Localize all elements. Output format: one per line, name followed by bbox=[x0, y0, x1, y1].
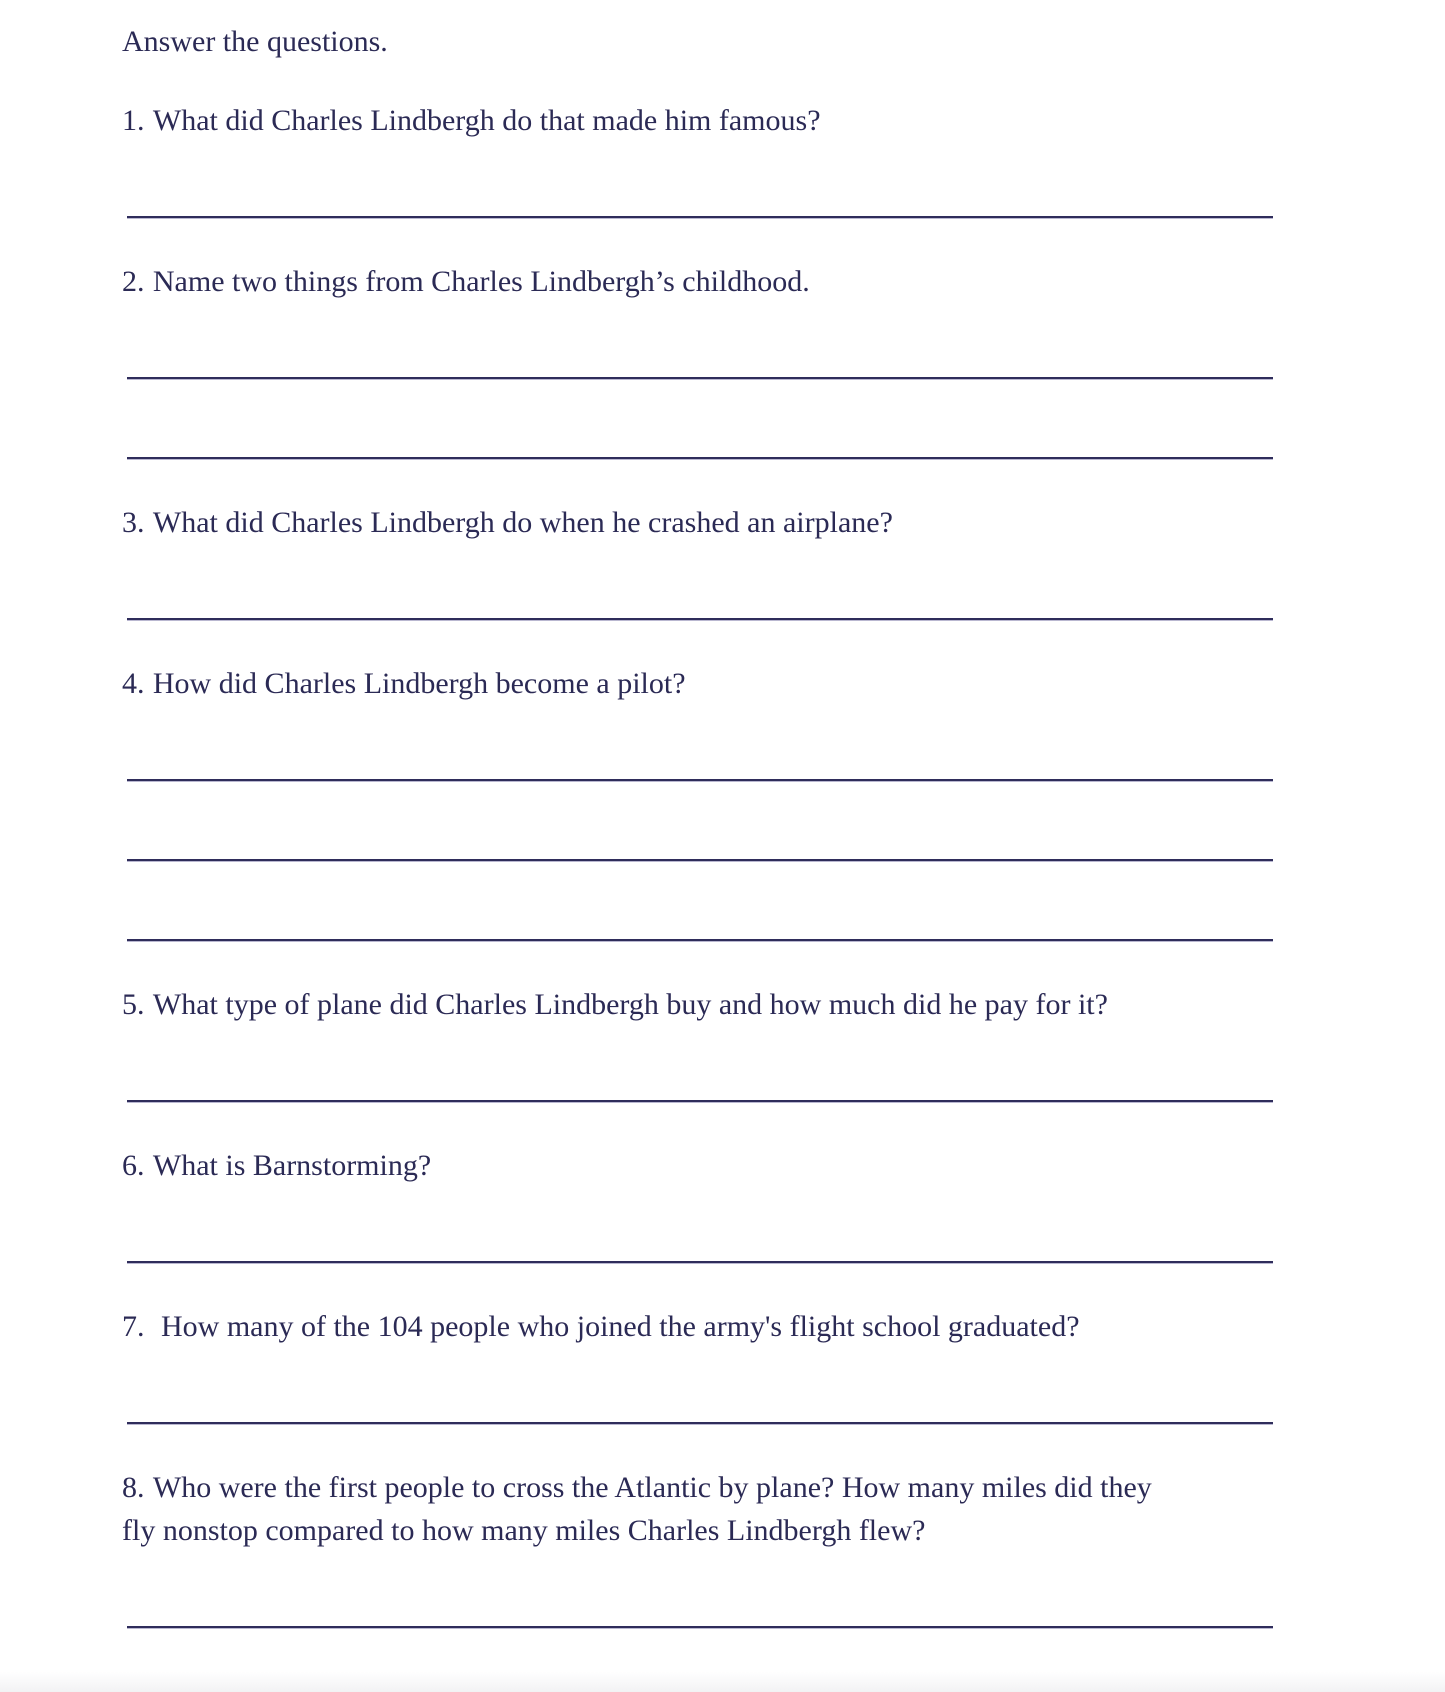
answer-blank bbox=[127, 859, 1273, 862]
question-3 bbox=[122, 501, 1305, 544]
page-bottom-edge bbox=[0, 1672, 1445, 1692]
answer-blank bbox=[127, 779, 1273, 782]
answer-blank bbox=[127, 377, 1273, 380]
question-text: How did Charles Lindbergh become a pilot? bbox=[152, 667, 686, 700]
question-text: How many of the 104 people who joined the army's flight school graduated? bbox=[161, 1310, 1080, 1343]
question-text: fly nonstop compared to how many miles Charles Lindbergh flew? bbox=[122, 1514, 926, 1547]
question-text: What is Barnstorming? bbox=[152, 1149, 432, 1182]
answer-blank bbox=[127, 939, 1273, 942]
answer-blank bbox=[127, 1261, 1273, 1264]
question-5 bbox=[122, 983, 1305, 1026]
question-number: 3. bbox=[122, 506, 145, 539]
answer-blank bbox=[127, 1100, 1273, 1103]
question-1 bbox=[122, 99, 1305, 142]
question-number: 6. bbox=[122, 1149, 145, 1182]
question-text: Name two things from Charles Lindbergh’s childhood. bbox=[152, 265, 810, 298]
question-number: 1. bbox=[122, 104, 145, 137]
question-8 bbox=[122, 1466, 1305, 1552]
answer-blank bbox=[127, 216, 1273, 219]
question-text: What did Charles Lindbergh do when he crashed an airplane? bbox=[152, 506, 893, 539]
page-title: Answer the questions. bbox=[122, 25, 388, 58]
question-number: 2. bbox=[122, 265, 145, 298]
question-number: 5. bbox=[122, 988, 145, 1021]
question-number: 7. bbox=[122, 1310, 145, 1343]
question-number: 8. bbox=[122, 1471, 145, 1504]
question-text: Who were the first people to cross the Atlantic by plane? How many miles did they bbox=[152, 1471, 1152, 1504]
answer-blank bbox=[127, 1422, 1273, 1425]
question-number: 4. bbox=[122, 667, 145, 700]
answer-blank bbox=[127, 457, 1273, 460]
question-7 bbox=[122, 1305, 1305, 1348]
question-text: What type of plane did Charles Lindbergh buy and how much did he pay for it? bbox=[152, 988, 1108, 1021]
question-6 bbox=[122, 1144, 1305, 1187]
question-2 bbox=[122, 260, 1305, 303]
question-text: What did Charles Lindbergh do that made him famous? bbox=[152, 104, 821, 137]
answer-blank bbox=[127, 618, 1273, 621]
answer-blank bbox=[127, 1626, 1273, 1629]
question-4 bbox=[122, 662, 1305, 705]
